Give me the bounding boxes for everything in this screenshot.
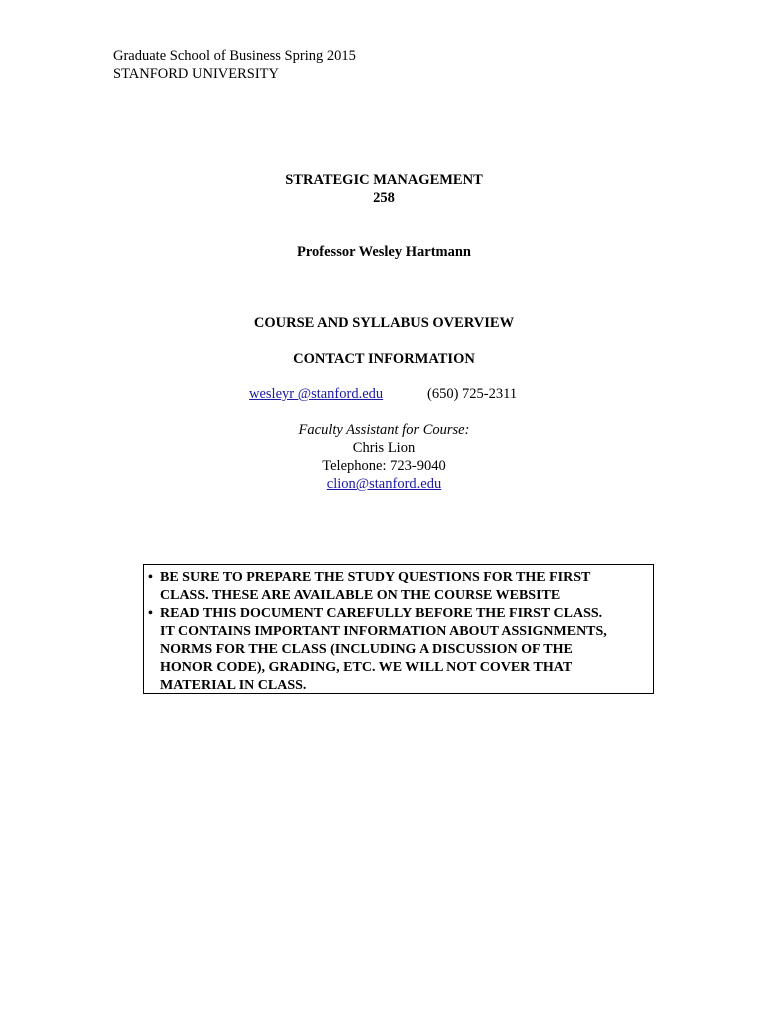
notice-line: BE SURE TO PREPARE THE STUDY QUESTIONS FOR THE FIRST: [160, 570, 591, 585]
bullet-icon: •: [148, 606, 153, 621]
professor-phone: (650) 725-2311: [427, 386, 518, 402]
document-header: [113, 47, 356, 83]
notice-item: [144, 569, 653, 605]
university-name: STANFORD UNIVERSITY: [113, 66, 279, 82]
assistant-email-link[interactable]: clion@stanford.edu: [326, 476, 442, 492]
bullet-icon: •: [148, 570, 153, 585]
professor-name: Professor Wesley Hartmann: [297, 244, 471, 260]
professor-contact-row: [249, 385, 518, 403]
overview-heading: COURSE AND SYLLABUS OVERVIEW: [253, 315, 515, 331]
notice-line: READ THIS DOCUMENT CAREFULLY BEFORE THE FIRST CLASS.: [160, 606, 603, 621]
assistant-label: Faculty Assistant for Course:: [298, 422, 470, 438]
notice-line: NORMS FOR THE CLASS (INCLUDING A DISCUSSION OF THE: [160, 642, 573, 657]
important-notice-box: [143, 564, 654, 694]
assistant-name: Chris Lion: [352, 440, 416, 456]
course-number: 258: [373, 190, 395, 206]
course-title-block: [0, 171, 768, 207]
contact-heading: CONTACT INFORMATION: [293, 351, 475, 367]
notice-line: CLASS. THESE ARE AVAILABLE ON THE COURSE WEBSITE: [160, 588, 561, 603]
notice-item: [144, 605, 653, 695]
course-title: STRATEGIC MANAGEMENT: [285, 172, 483, 188]
notice-line: IT CONTAINS IMPORTANT INFORMATION ABOUT ASSIGNMENTS,: [160, 624, 607, 639]
school-term-line: Graduate School of Business Spring 2015: [113, 48, 356, 64]
professor-email-link[interactable]: wesleyr @stanford.edu: [249, 386, 384, 402]
assistant-telephone: Telephone: 723-9040: [322, 458, 446, 474]
faculty-assistant-block: [0, 421, 768, 493]
notice-line: HONOR CODE), GRADING, ETC. WE WILL NOT COVER THAT: [160, 660, 573, 675]
notice-line: MATERIAL IN CLASS.: [160, 678, 307, 693]
